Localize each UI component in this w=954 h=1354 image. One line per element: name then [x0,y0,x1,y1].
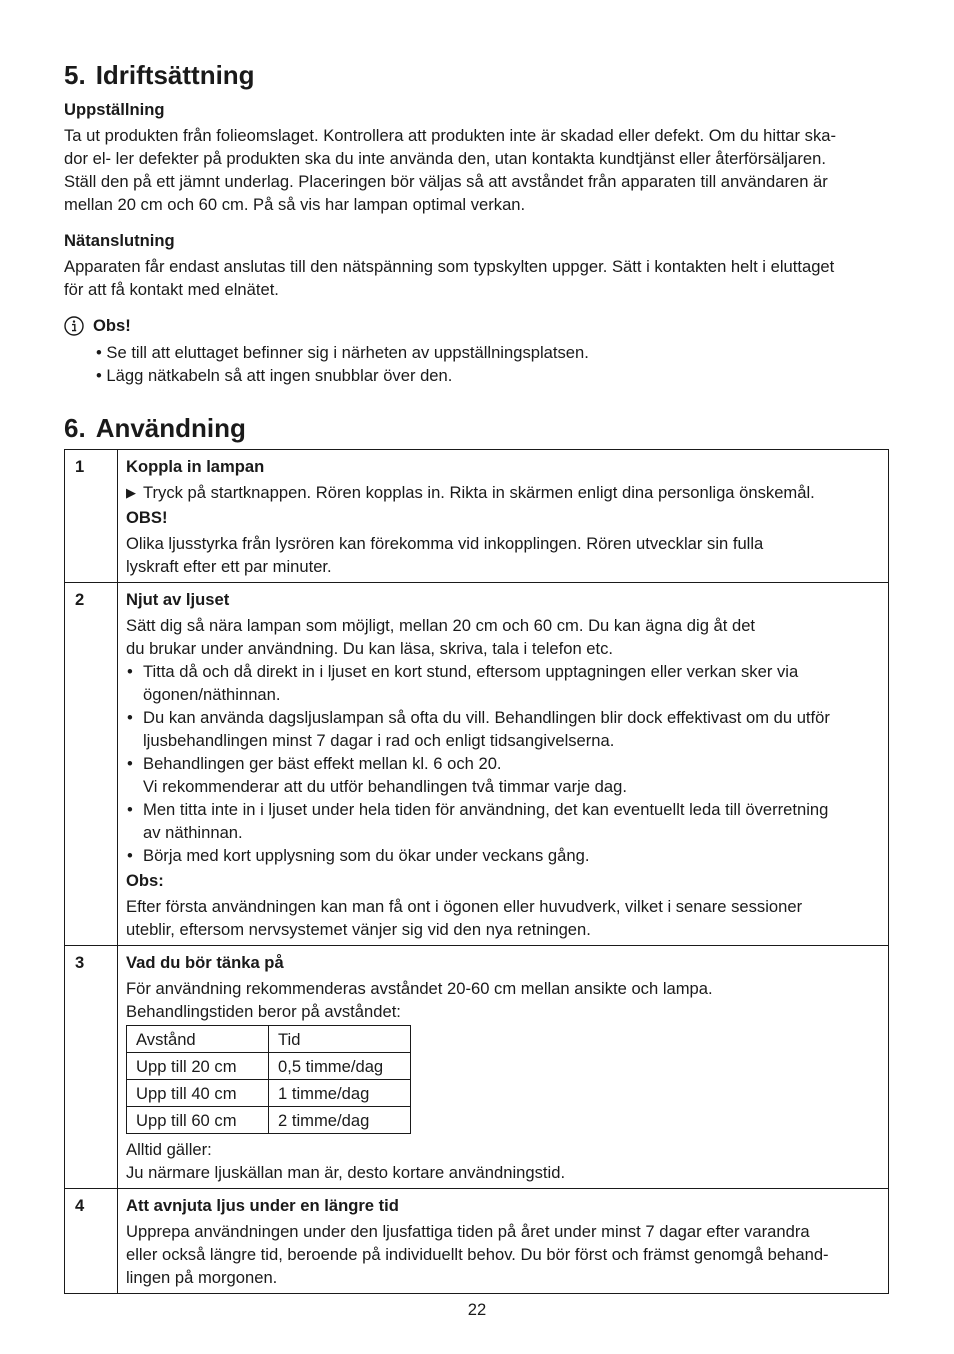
text-line: eller också längre tid, beroende på individuellt behov. Du bör först och främst genomgå behand- [126,1245,829,1264]
step-title: Vad du bör tänka på [126,953,284,972]
section-title: Idriftsättning [95,60,255,90]
page-number: 22 [467,1300,487,1319]
table-cell: Upp till 60 cm [127,1107,269,1134]
setup-subheading: Uppställning [64,100,165,119]
note-item: • Se till att eluttaget befinner sig i närheten av uppställningsplatsen. [96,343,589,362]
section-number: 5. [64,60,86,90]
table-cell: 2 timme/dag [269,1107,411,1134]
table-cell: 0,5 timme/dag [269,1053,411,1080]
step-content [118,450,889,583]
note-head: Obs: [126,871,164,890]
table-row [127,1080,411,1107]
mains-subheading: Nätanslutning [64,231,175,250]
column-header: Avstånd [127,1026,269,1053]
step-content [118,946,889,1189]
text-line: Ju närmare ljuskällan man är, desto kortare användningstid. [126,1163,566,1182]
list-item [126,844,880,867]
table-row [65,583,889,946]
text-line: mellan 20 cm och 60 cm. På så vis har lampan optimal verkan. [64,195,526,214]
list-item [126,752,880,798]
column-header: Tid [269,1026,411,1053]
table-cell: 1 timme/dag [269,1080,411,1107]
text-line: du brukar under användning. Du kan läsa, skriva, tala i telefon etc. [126,639,614,658]
note-list [96,341,890,387]
text-line: Apparaten får endast anslutas till den nätspänning som typskylten uppger. Sätt i kontakten helt i eluttaget [64,257,835,276]
bullet-list [126,660,880,867]
step-number: 4 [65,1189,118,1294]
usage-table [64,449,889,1294]
table-cell: Upp till 40 cm [127,1080,269,1107]
text-line: Alltid gäller: [126,1140,212,1159]
text-line: Upprepa användningen under den ljusfattiga tiden på året under minst 7 dagar efter varandra [126,1222,810,1241]
instruction-text: Tryck på startknappen. Rören kopplas in. Rikta in skärmen enligt dina personliga önskemål. [143,483,815,502]
text-line: • Men titta inte in i ljuset under hela tiden för användning, det kan eventuellt leda till överretning [143,800,829,819]
text-line: • Du kan använda dagsljuslampan så ofta du vill. Behandlingen blir dock effektivast om du utför [143,708,830,727]
text-line: Efter första användningen kan man få ont i ögonen eller huvudverk, vilket i senare sessioner [126,897,803,916]
text-line: Ta ut produkten från folieomslaget. Kontrollera att produkten inte är skadad eller defekt. Om du hittar ska- [64,126,837,145]
text-line: Behandlingstiden beror på avståndet: [126,1002,401,1021]
text-line: För användning rekommenderas avståndet 20-60 cm mellan ansikte och lampa. [126,979,713,998]
table-header-row [127,1026,411,1053]
text-line: ljusbehandlingen minst 7 dagar i rad och enligt tidsangivelserna. [143,731,615,750]
step-content [118,583,889,946]
table-row [127,1053,411,1080]
section-5-heading [64,58,890,92]
note-item: • Lägg nätkabeln så att ingen snubblar över den. [96,366,453,385]
text-line: lyskraft efter ett par minuter. [126,557,332,576]
text-line: • Titta då och då direkt in i ljuset en kort stund, eftersom upptagningen eller verkan sker via [143,662,799,681]
list-item [126,706,880,752]
step-number: 2 [65,583,118,946]
section-6-heading [64,411,890,445]
text-line: • Behandlingen ger bäst effekt mellan kl. 6 och 20. [143,754,502,773]
text-line: lingen på morgonen. [126,1268,278,1287]
step-title: Koppla in lampan [126,457,265,476]
table-row [127,1107,411,1134]
step-number: 1 [65,450,118,583]
play-arrow-icon: ▶ [126,485,136,500]
step-title: Att avnjuta ljus under en längre tid [126,1196,399,1215]
note-heading-row [64,314,890,337]
text-line: för att få kontakt med elnätet. [64,280,279,299]
text-line: Olika ljusstyrka från lysrören kan förekomma vid inkopplingen. Rören utvecklar sin fulla [126,534,764,553]
step-number: 3 [65,946,118,1189]
list-item [126,798,880,844]
table-cell: Upp till 20 cm [127,1053,269,1080]
table-row [65,1189,889,1294]
step-content [118,1189,889,1294]
note-head: OBS! [126,508,168,527]
text-line: av näthinnan. [143,823,243,842]
text-line: dor el- ler defekter på produkten ska du inte använda den, utan kontakta kundtjänst eller återförsäljaren. [64,149,826,168]
text-line: ögonen/näthinnan. [143,685,281,704]
list-item [126,660,880,706]
setup-paragraph [64,124,890,216]
text-line: Ställ den på ett jämnt underlag. Placeringen bör väljas så att avståndet från apparaten till användaren är [64,172,828,191]
mains-paragraph [64,255,890,301]
distance-time-table [126,1025,411,1134]
step-title: Njut av ljuset [126,590,230,609]
step-instruction [126,481,880,504]
table-row [65,450,889,583]
section-title: Användning [95,413,246,443]
section-number: 6. [64,413,86,443]
table-row [65,946,889,1189]
text-line: Sätt dig så nära lampan som möjligt, mellan 20 cm och 60 cm. Du kan ägna dig åt det [126,616,756,635]
text-line: Vi rekommenderar att du utför behandlingen två timmar varje dag. [143,777,627,796]
text-line: uteblir, eftersom nervsystemet vänjer sig vid den nya retningen. [126,920,591,939]
manual-page [64,52,890,1294]
text-line: • Börja med kort upplysning som du ökar under veckans gång. [143,846,590,865]
note-label: Obs! [93,316,131,335]
info-icon [64,316,84,336]
